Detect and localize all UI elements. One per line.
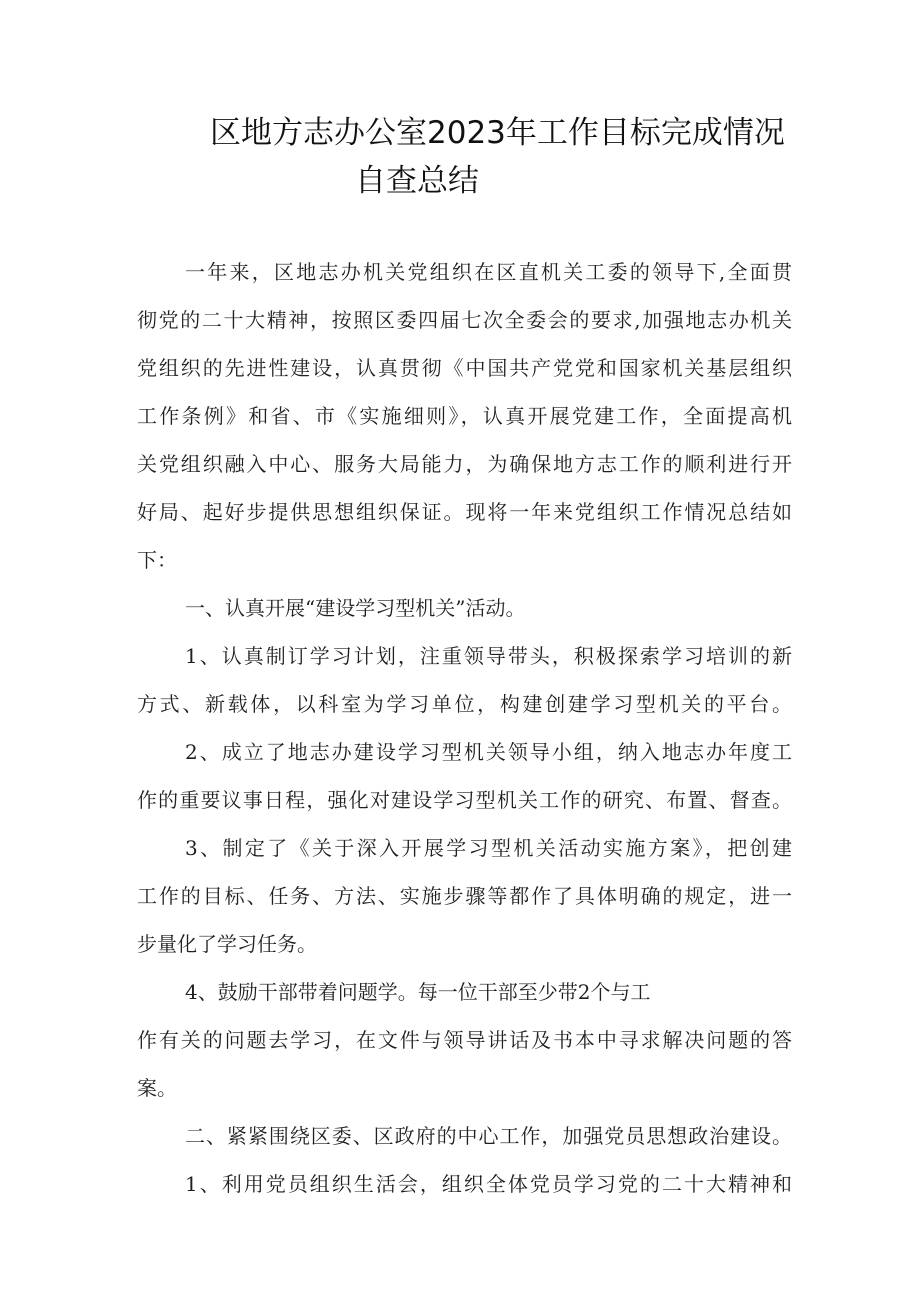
section-heading: 二、紧紧围绕区委、区政府的中心工作，加强党员思想政治建设。: [185, 1124, 792, 1148]
paragraph-line: 彻党的二十大精神，按照区委四届七次全委会的要求,加强地志办机关: [137, 308, 792, 332]
paragraph-line: 4、鼓励干部带着问题学。每一位干部至少带2个与工: [185, 980, 651, 1004]
document-title-line2: 自查总结: [355, 163, 479, 199]
paragraph-line: 步量化了学习任务。: [137, 932, 317, 956]
paragraph-line: 工作条例》和省、市《实施细则》，认真开展党建工作，全面提高机: [137, 404, 792, 428]
paragraph-line: 一年来，区地志办机关党组织在区直机关工委的领导下,全面贯: [185, 260, 792, 284]
paragraph-line: 2、成立了地志办建设学习型机关领导小组，纳入地志办年度工: [185, 740, 792, 764]
paragraph-line: 下：: [137, 548, 177, 572]
paragraph-line: 好局、起好步提供思想组织保证。现将一年来党组织工作情况总结如: [137, 500, 792, 524]
paragraph-line: 工作的目标、任务、方法、实施步骤等都作了具体明确的规定，进一: [137, 884, 792, 908]
paragraph-line: 3、制定了《关于深入开展学习型机关活动实施方案》，把创建: [185, 836, 792, 860]
document-title-line1: 区地方志办公室2023年工作目标完成情况: [210, 115, 785, 151]
paragraph-line: 1、利用党员组织生活会，组织全体党员学习党的二十大精神和: [185, 1172, 792, 1196]
paragraph-line: 1、认真制订学习计划，注重领导带头，积极探索学习培训的新: [185, 644, 792, 668]
paragraph-line: 作的重要议事日程，强化对建设学习型机关工作的研究、布置、督查。: [137, 788, 792, 812]
section-heading: 一、认真开展“建设学习型机关”活动。: [185, 596, 526, 620]
paragraph-line: 作有关的问题去学习，在文件与领导讲话及书本中寻求解决问题的答: [137, 1028, 792, 1052]
paragraph-line: 关党组织融入中心、服务大局能力，为确保地方志工作的顺利进行开: [137, 452, 792, 476]
paragraph-line: 党组织的先进性建设，认真贯彻《中国共产党党和国家机关基层组织: [137, 356, 792, 380]
paragraph-line: 案。: [137, 1076, 177, 1100]
paragraph-line: 方式、新载体，以科室为学习单位，构建创建学习型机关的平台。: [137, 692, 792, 716]
